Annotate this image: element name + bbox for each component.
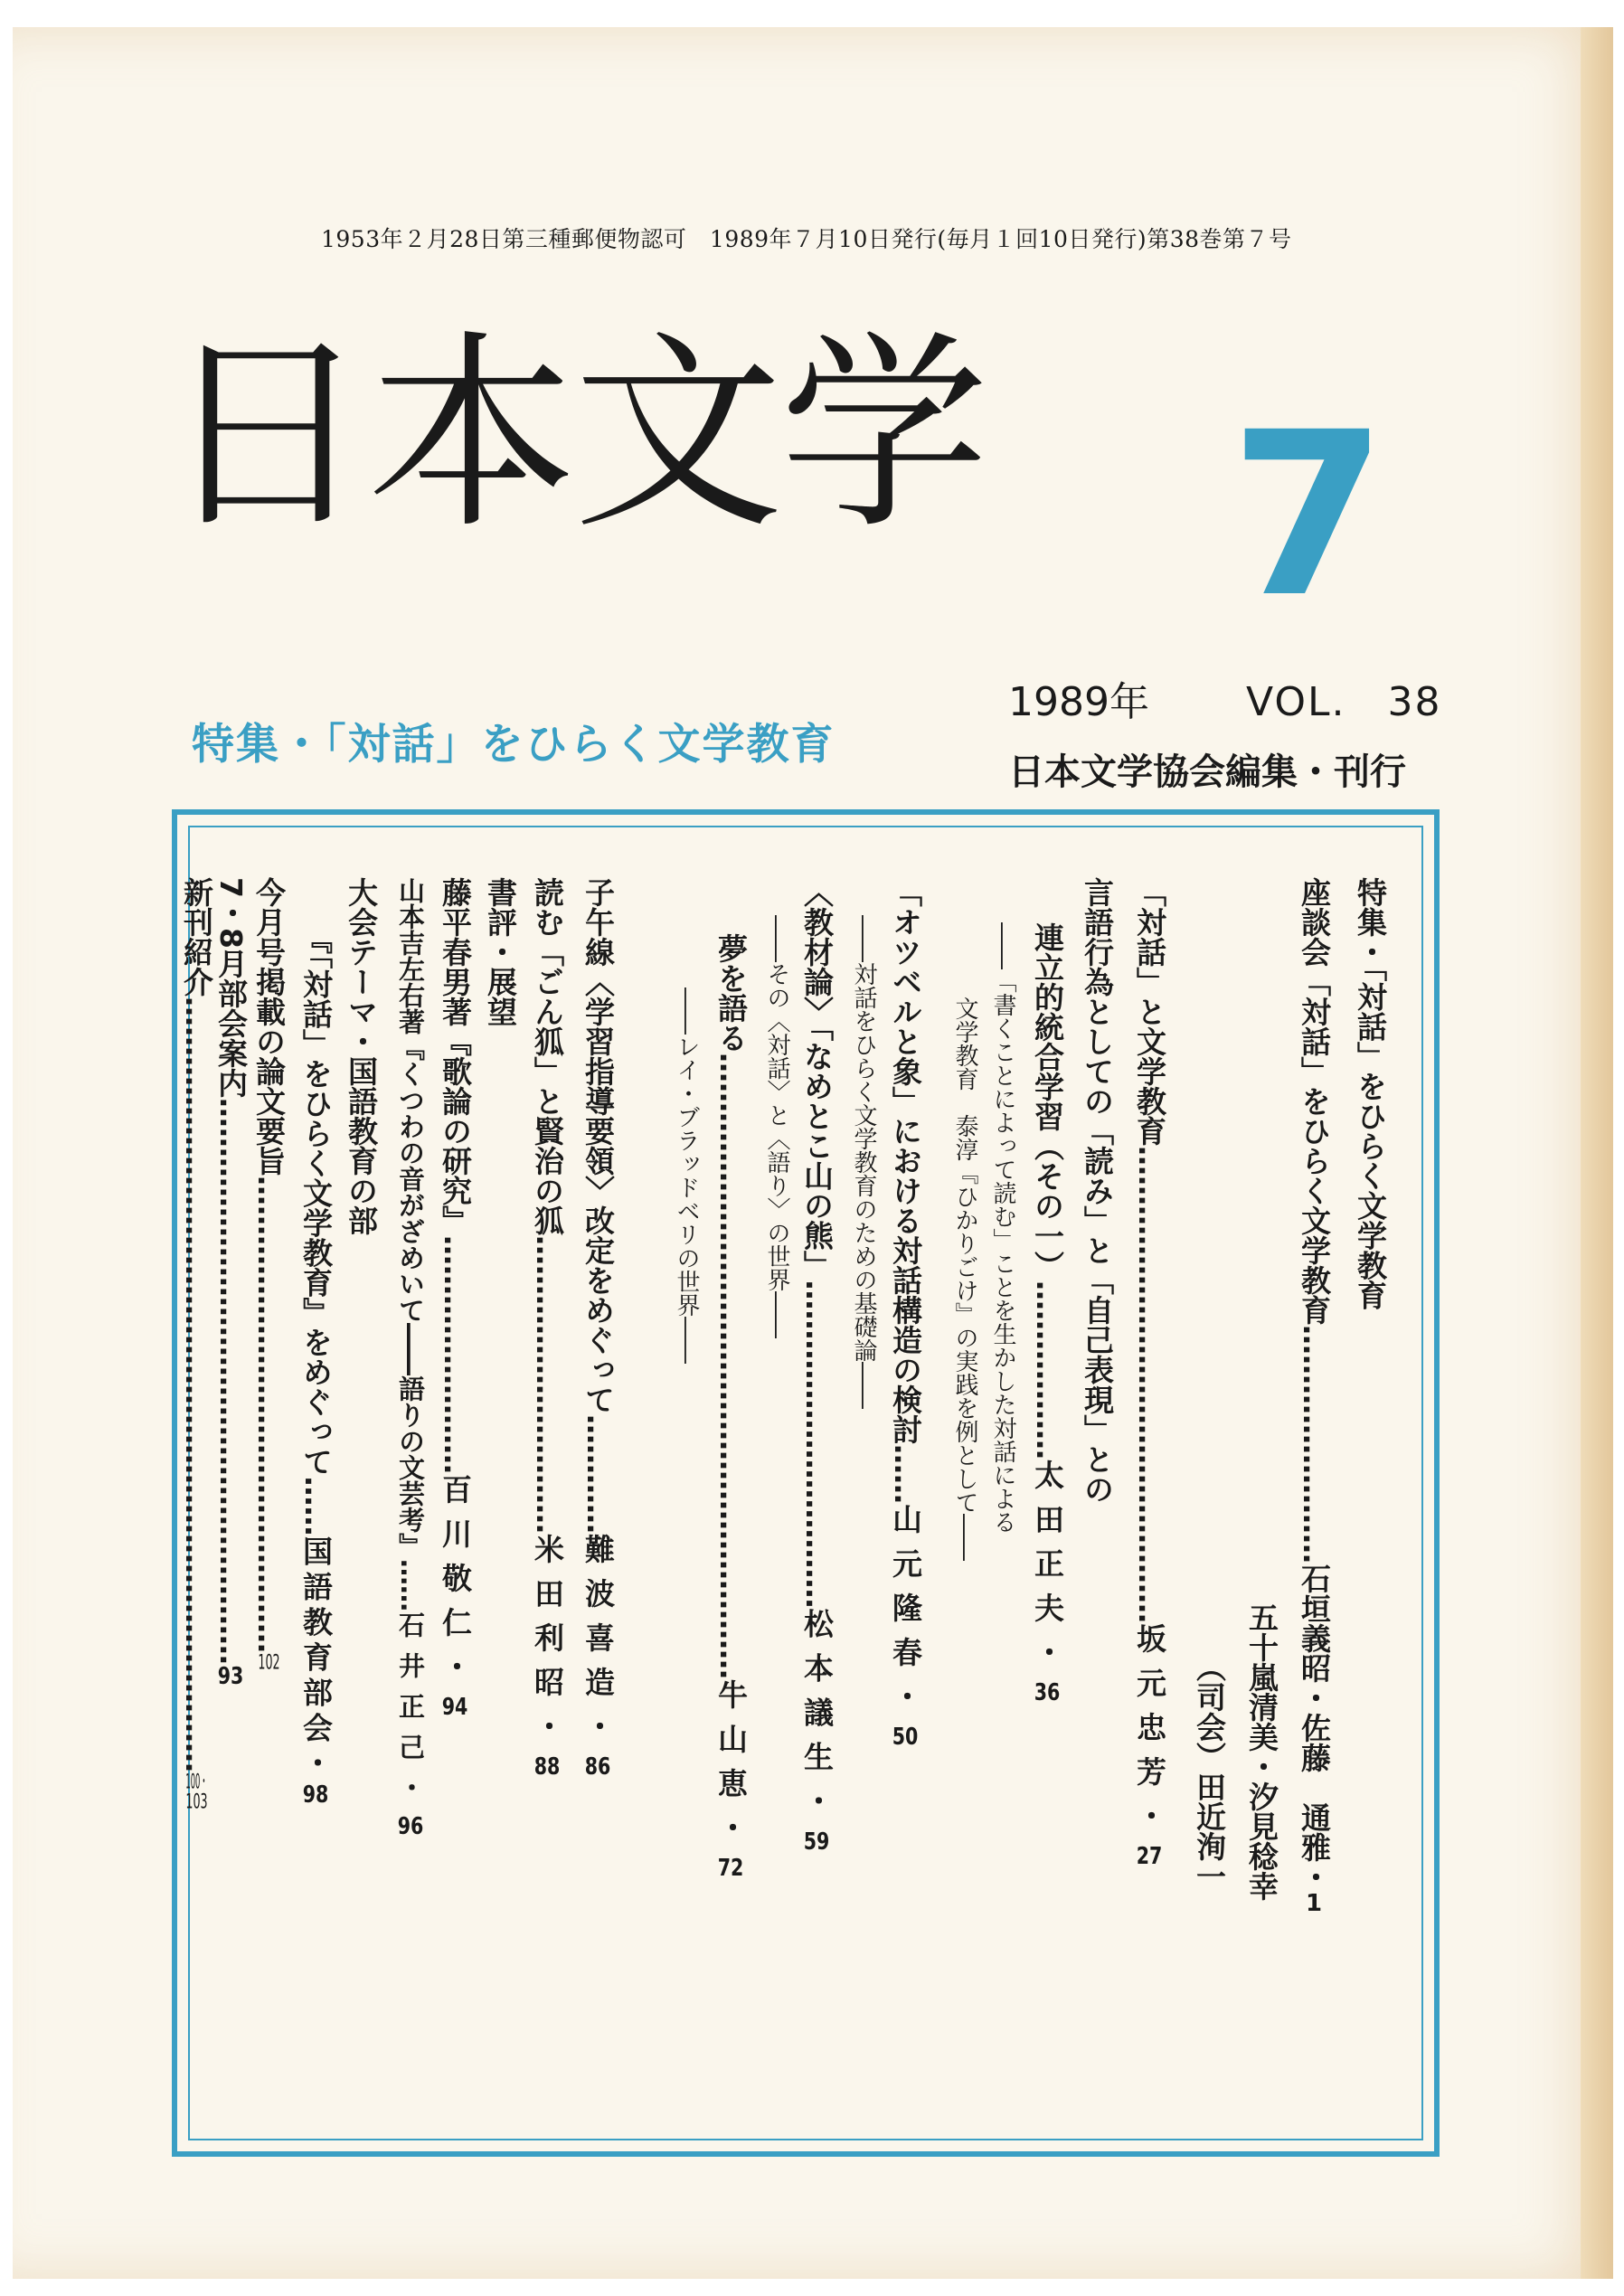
toc-entry-author: 石垣義昭・佐藤 通雅・ <box>1297 1564 1332 1892</box>
toc-entry-page: 94 <box>441 1696 468 1719</box>
issue-year: 1989年 <box>1008 679 1149 725</box>
toc-entry[interactable] <box>581 877 616 1779</box>
toc-entry[interactable] <box>530 877 565 1779</box>
table-of-contents <box>179 825 1429 2141</box>
toc-entry-title: 子午線〈学習指導要領〉改定をめぐって………… <box>581 877 616 1534</box>
toc-entry-page: 88 <box>533 1755 561 1779</box>
postal-permit-line: 1953年２月28日第三種郵便物認可 1989年７月10日発行(毎月１回10日発行)第38巻第７号 <box>321 226 1292 252</box>
special-feature-title: 特集・「対話」をひらく文学教育 <box>192 720 836 770</box>
toc-entry-subtitle: 文学教育 泰淳『ひかりごけ』の実践を例として―― <box>951 997 978 1561</box>
toc-entry-title: 「対話」と文学教育………………………………………… <box>1132 877 1167 1623</box>
toc-entry-author: 難波喜造・ <box>581 1534 616 1755</box>
toc-entry-page: 102 <box>258 1653 280 1673</box>
toc-entry-page: 27 <box>1136 1845 1163 1868</box>
toc-entry-title-line[interactable]: 言語行為としての「読み」と「自己表現」との <box>1080 877 1115 1504</box>
toc-entry-page: 59 <box>803 1829 830 1854</box>
toc-entry-page: 96 <box>397 1815 424 1838</box>
toc-entry[interactable] <box>438 877 473 1719</box>
toc-entry-author: 松本議生・ <box>799 1608 835 1830</box>
toc-entry-author: 坂元忠芳・ <box>1132 1623 1167 1845</box>
toc-entry-title: 〈教材論〉「なめとこ山の熊」…………………………… <box>799 877 835 1609</box>
toc-entry-page: 36 <box>1034 1681 1061 1705</box>
publisher-line: 日本文学協会編集・刊行 <box>1008 751 1406 793</box>
toc-entry-subtitle: ――「書くことによって読む」ことを生かした対話による <box>989 922 1016 1534</box>
toc-entry-page: 50 <box>892 1725 919 1749</box>
toc-entry-title: 今月号掲載の論文要旨………………………………………… <box>251 877 287 1653</box>
toc-entry[interactable] <box>888 877 923 1749</box>
toc-entry-page: 93 <box>217 1664 244 1688</box>
magazine-title: 日本文学 <box>161 313 987 557</box>
toc-entry-title: 新刊紹介…………………………………………………………………… <box>179 877 214 1772</box>
toc-entry-author: 山元隆春・ <box>888 1504 923 1725</box>
toc-entry-title: 『「対話」をひらく文学教育』をめぐって…… <box>298 924 334 1536</box>
toc-entry[interactable] <box>213 877 249 1688</box>
toc-entry-subtitle: ――その〈対話〉と〈語り〉の世界―― <box>763 915 790 1338</box>
toc-entry-author: 米田利昭・ <box>530 1534 565 1755</box>
toc-entry-subtitle: ――レイ・ブラッドベリの世界―― <box>673 987 700 1364</box>
toc-entry[interactable] <box>799 877 835 1854</box>
toc-entry-author: 石井正己・ <box>395 1611 426 1815</box>
toc-feature-heading: 特集・「対話」をひらく文学教育 <box>1353 877 1388 1310</box>
toc-entry[interactable] <box>179 877 214 1812</box>
toc-entry-page-start: 100・ <box>185 1772 208 1792</box>
toc-entry-subtitle: ――対話をひらく文学教育のための基礎論―― <box>850 915 877 1409</box>
toc-entry-page: 103 <box>185 1792 208 1812</box>
toc-section-heading: 書評・展望 <box>483 877 518 1026</box>
toc-section-heading: 大会テーマ・国語教育の部 <box>344 877 379 1235</box>
toc-entry-page: 1 <box>1305 1892 1323 1915</box>
toc-entry-page: 72 <box>717 1857 744 1880</box>
toc-entry[interactable] <box>1132 877 1167 1868</box>
toc-entry[interactable] <box>395 877 426 1838</box>
toc-entry[interactable] <box>251 877 287 1673</box>
toc-entry-title: 読む「ごん狐」と賢治の狐………………………… <box>530 877 565 1534</box>
toc-entry-page: 86 <box>584 1755 611 1779</box>
toc-entry-author-line: 五十嵐清美・汐見稔幸 <box>1244 1602 1279 1901</box>
toc-entry-author: 国語教育部会・ <box>298 1535 334 1783</box>
toc-entry-author: 牛山恵・ <box>713 1679 749 1857</box>
cover-spine-edge <box>1581 27 1613 2279</box>
toc-entry-title: 連立的統合学習（その一）……………… <box>1030 922 1065 1460</box>
toc-entry-author: 百川敬仁・ <box>438 1474 473 1696</box>
toc-entry-author: 太田正夫・ <box>1030 1460 1065 1681</box>
toc-entry-title: 山本吉左右著『くつわの音がざめいて――語りの文芸考』…… <box>395 877 426 1611</box>
toc-entry-page: 98 <box>302 1782 329 1807</box>
toc-entry-author-line: （司会）田近洵一 <box>1192 1652 1227 1891</box>
toc-entry-title: 座談会「対話」をひらく文学教育…………………… <box>1297 877 1332 1564</box>
toc-entry-title: 夢を語る……………………………………………………… <box>713 933 749 1679</box>
toc-entry-title: 7・8月部会案内………………………………………………… <box>213 877 249 1665</box>
toc-entry[interactable] <box>1297 877 1332 1915</box>
toc-entry-title: 「オツベルと象」における対話構造の検討…… <box>888 877 923 1504</box>
toc-entry[interactable] <box>1030 922 1065 1705</box>
toc-entry[interactable] <box>713 933 749 1880</box>
volume-label: VOL. 38 <box>1246 679 1442 725</box>
toc-entry[interactable] <box>298 924 334 1807</box>
issue-number: 7 <box>1230 383 1387 647</box>
toc-entry-title: 藤平春男著『歌論の研究』…………………… <box>438 877 473 1474</box>
